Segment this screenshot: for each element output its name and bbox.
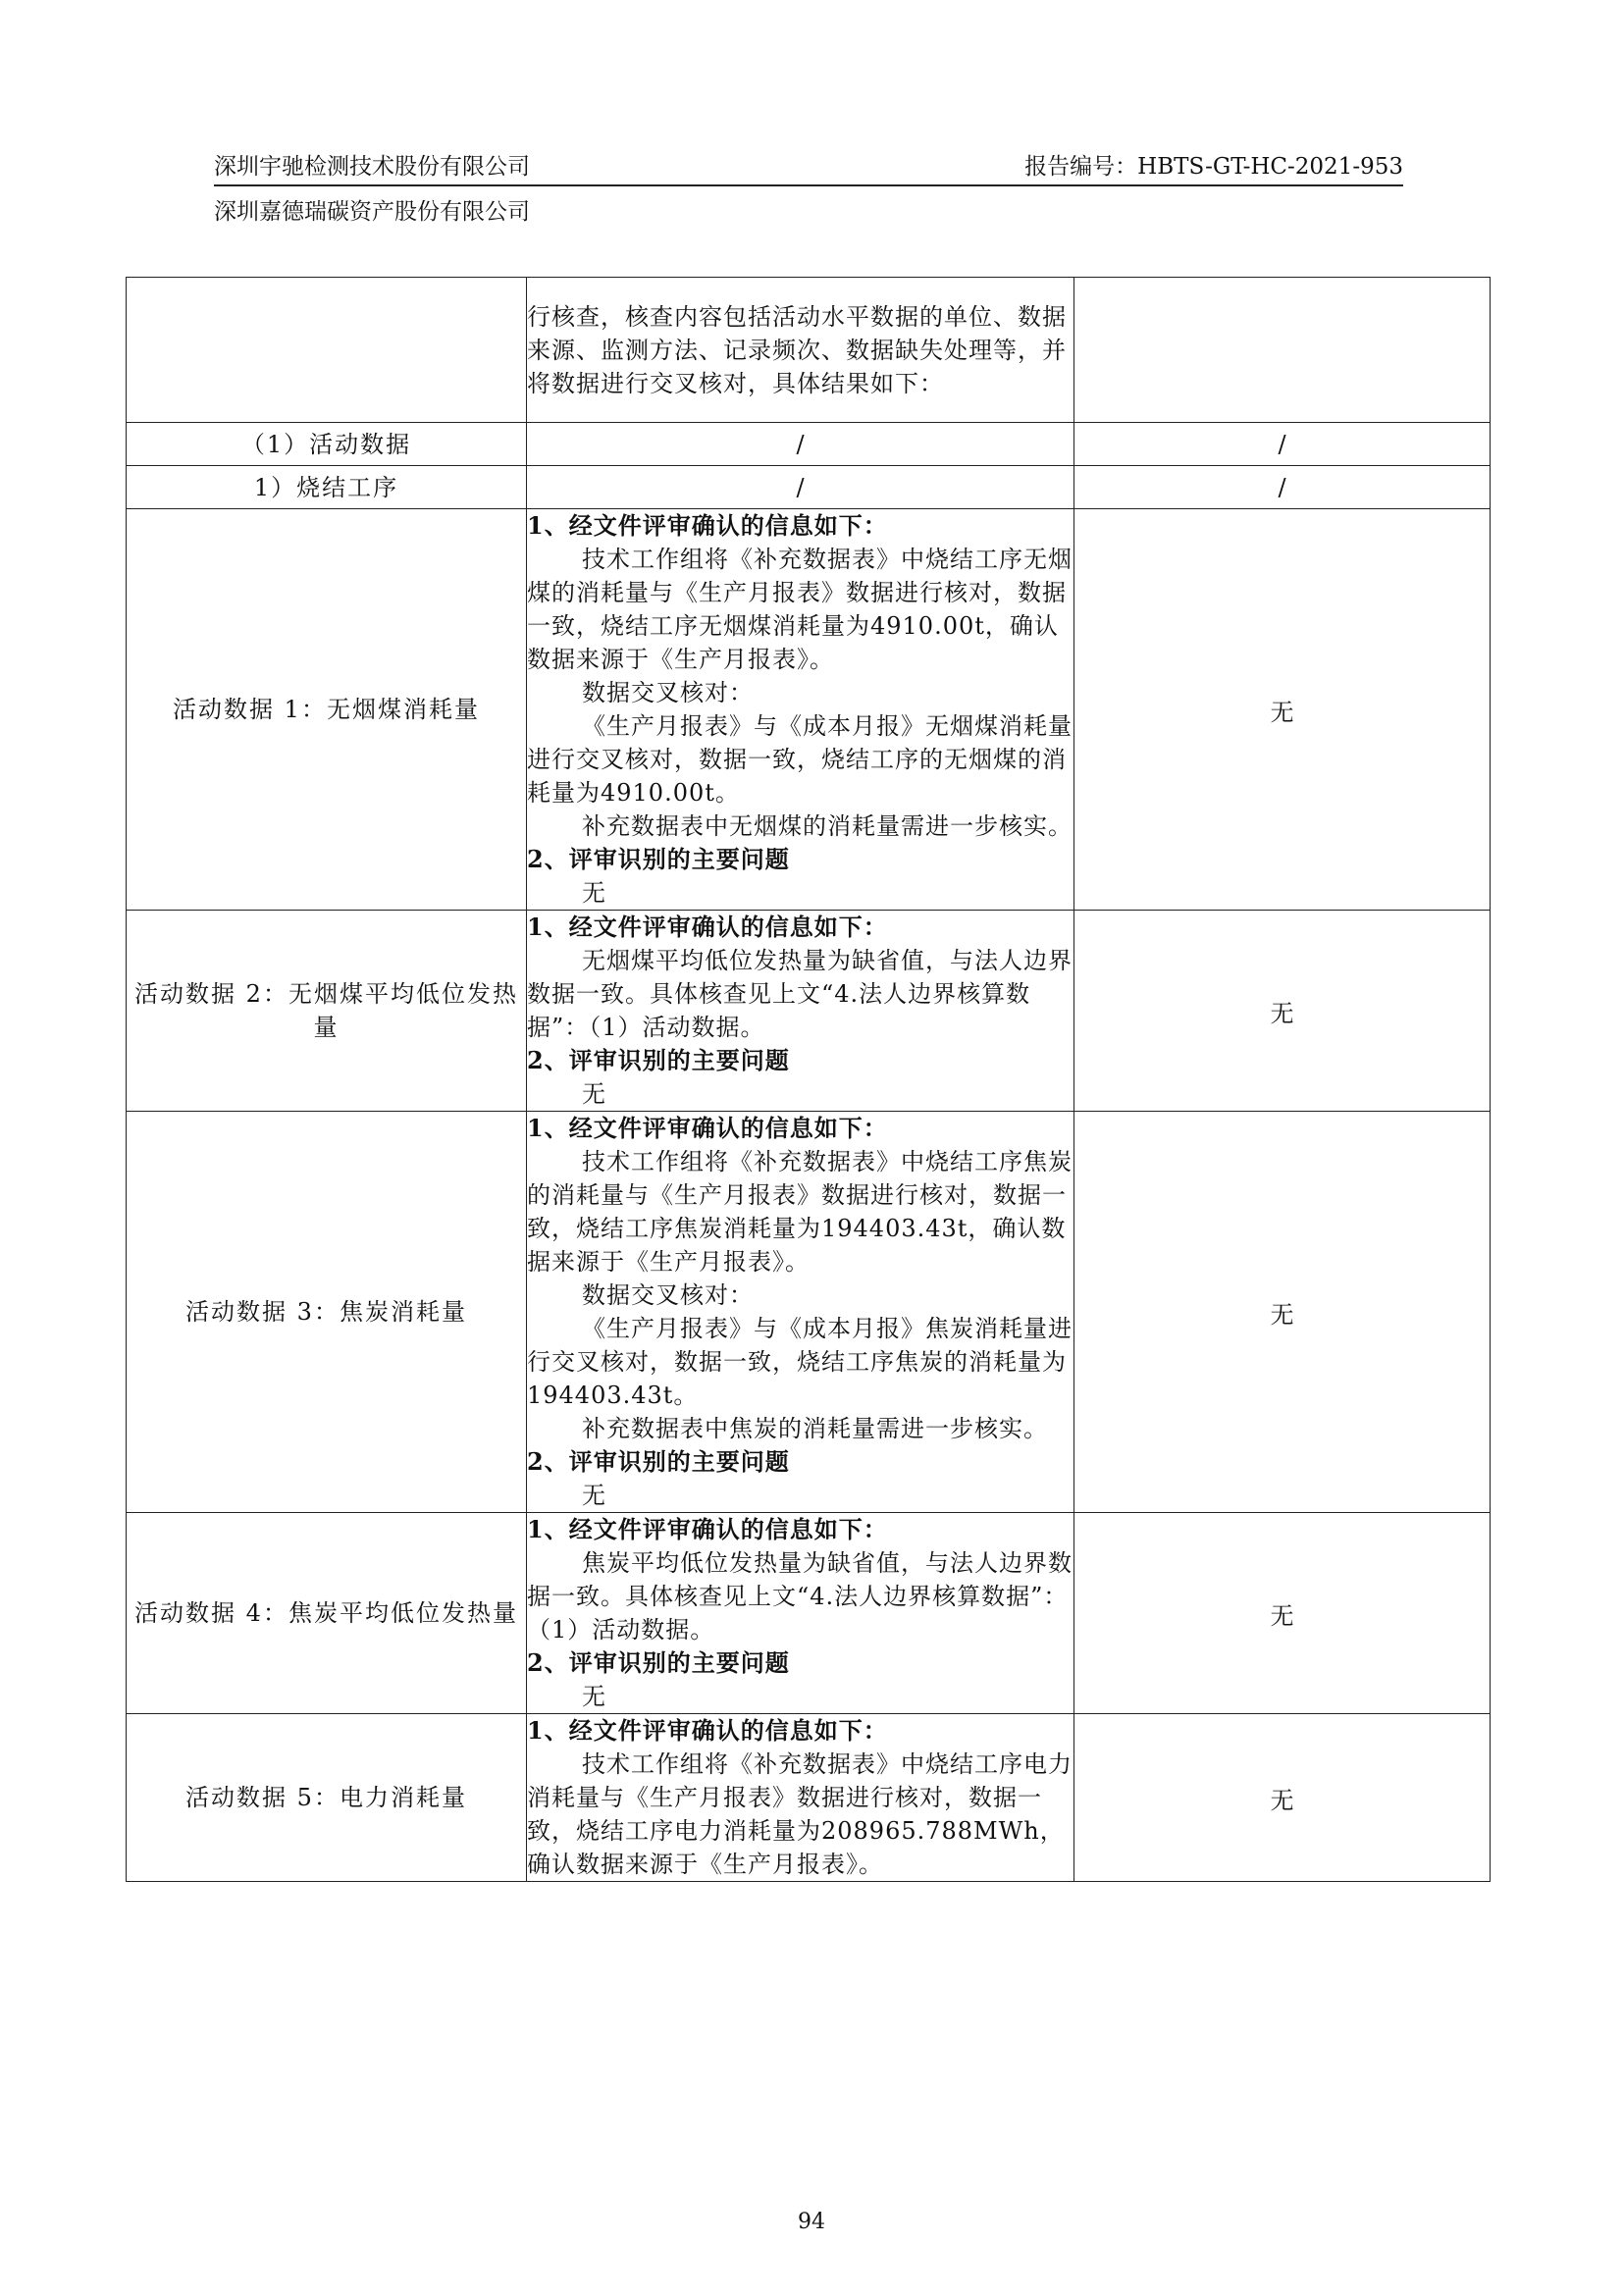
issues-heading: 2、评审识别的主要问题 xyxy=(527,845,790,873)
review-paragraph: 无烟煤平均低位发热量为缺省值，与法人边界数据一致。具体核查见上文“4.法人边界核算数据”：（1）活动数据。 xyxy=(527,947,1073,1041)
review-paragraph: 焦炭平均低位发热量为缺省值，与法人边界数据一致。具体核查见上文“4.法人边界核算数据”：（1）活动数据。 xyxy=(527,1549,1073,1644)
section-label: 1）烧结工序 xyxy=(127,466,527,509)
table-row-activity xyxy=(127,1513,1491,1714)
confirm-heading: 1、经文件评审确认的信息如下： xyxy=(527,1114,888,1142)
report-number: 报告编号：HBTS-GT-HC-2021-953 xyxy=(1024,154,1403,180)
issues-none: 无 xyxy=(582,1683,606,1710)
result-cell: 无 xyxy=(1074,1714,1491,1882)
issues-none: 无 xyxy=(582,879,606,907)
review-paragraph: 补充数据表中无烟煤的消耗量需进一步核实。 xyxy=(582,812,1073,840)
header-divider xyxy=(214,184,1403,186)
section-mid-mark: / xyxy=(527,423,1074,466)
activity-label: 活动数据 2：无烟煤平均低位发热量 xyxy=(127,911,527,1112)
review-cell xyxy=(527,509,1074,911)
review-paragraph: 《生产月报表》与《成本月报》无烟煤消耗量进行交叉核对，数据一致，烧结工序的无烟煤的消耗量为4910.00t。 xyxy=(527,712,1073,807)
table-row-activity xyxy=(127,509,1491,911)
review-paragraph: 数据交叉核对： xyxy=(582,679,754,706)
page-header xyxy=(214,151,1403,228)
continuation-text: 行核查，核查内容包括活动水平数据的单位、数据来源、监测方法、记录频次、数据缺失处理等，并将数据进行交叉核对，具体结果如下： xyxy=(527,278,1074,423)
review-paragraph: 技术工作组将《补充数据表》中烧结工序无烟煤的消耗量与《生产月报表》数据进行核对，数据一致，烧结工序无烟煤消耗量为4910.00t，确认数据来源于《生产月报表》。 xyxy=(527,546,1073,673)
section-right-mark: / xyxy=(1074,423,1491,466)
confirm-heading: 1、经文件评审确认的信息如下： xyxy=(527,913,888,941)
issues-heading: 2、评审识别的主要问题 xyxy=(527,1648,790,1677)
activity-label: 活动数据 1：无烟煤消耗量 xyxy=(127,509,527,911)
table-row-activity xyxy=(127,1112,1491,1513)
issues-none: 无 xyxy=(582,1080,606,1108)
table-row-activity xyxy=(127,1714,1491,1882)
review-cell xyxy=(527,1714,1074,1882)
activity-label: 活动数据 4：焦炭平均低位发热量 xyxy=(127,1513,527,1714)
issues-heading: 2、评审识别的主要问题 xyxy=(527,1447,790,1476)
page-number: 94 xyxy=(798,2210,825,2234)
review-paragraph: 补充数据表中焦炭的消耗量需进一步核实。 xyxy=(582,1415,1048,1442)
section-right-mark: / xyxy=(1074,466,1491,509)
review-cell xyxy=(527,1513,1074,1714)
table-row-activity xyxy=(127,911,1491,1112)
result-cell: 无 xyxy=(1074,1513,1491,1714)
issues-heading: 2、评审识别的主要问题 xyxy=(527,1046,790,1074)
confirm-heading: 1、经文件评审确认的信息如下： xyxy=(527,511,888,540)
issues-none: 无 xyxy=(582,1482,606,1509)
review-paragraph: 技术工作组将《补充数据表》中烧结工序焦炭的消耗量与《生产月报表》数据进行核对，数据一致，烧结工序焦炭消耗量为194403.43t，确认数据来源于《生产月报表》。 xyxy=(527,1148,1073,1276)
review-paragraph: 数据交叉核对： xyxy=(582,1281,754,1309)
activity-label: 活动数据 5：电力消耗量 xyxy=(127,1714,527,1882)
table-row-section xyxy=(127,423,1491,466)
activity-label: 活动数据 3：焦炭消耗量 xyxy=(127,1112,527,1513)
review-cell xyxy=(527,1112,1074,1513)
section-label: （1）活动数据 xyxy=(127,423,527,466)
company-name-secondary: 深圳嘉德瑞碳资产股份有限公司 xyxy=(214,199,530,225)
verification-table xyxy=(126,277,1491,1882)
table-row-continuation xyxy=(127,278,1491,423)
section-mid-mark: / xyxy=(527,466,1074,509)
result-cell: 无 xyxy=(1074,509,1491,911)
review-paragraph: 技术工作组将《补充数据表》中烧结工序电力消耗量与《生产月报表》数据进行核对，数据一致，烧结工序电力消耗量为208965.788MWh，确认数据来源于《生产月报表》。 xyxy=(527,1750,1073,1878)
result-cell: 无 xyxy=(1074,911,1491,1112)
confirm-heading: 1、经文件评审确认的信息如下： xyxy=(527,1515,888,1543)
confirm-heading: 1、经文件评审确认的信息如下： xyxy=(527,1716,888,1745)
table-row-section xyxy=(127,466,1491,509)
review-cell xyxy=(527,911,1074,1112)
review-paragraph: 《生产月报表》与《成本月报》焦炭消耗量进行交叉核对，数据一致，烧结工序焦炭的消耗量为194403.43t。 xyxy=(527,1315,1073,1409)
company-name-primary: 深圳宇驰检测技术股份有限公司 xyxy=(214,154,530,180)
result-cell: 无 xyxy=(1074,1112,1491,1513)
